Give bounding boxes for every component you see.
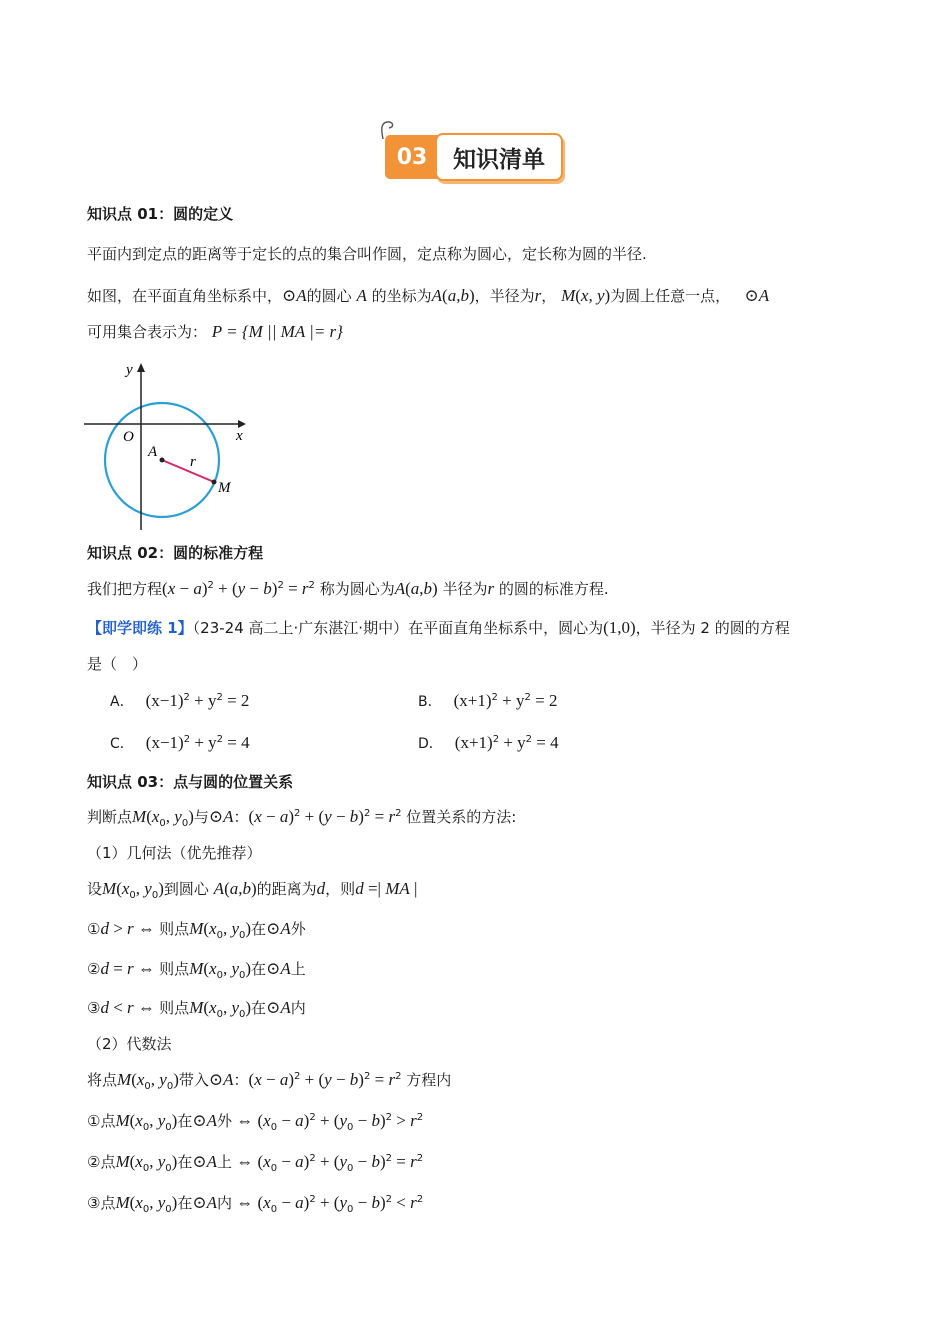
center-label: A	[148, 444, 158, 460]
geometric-setup: 设$M(x_0$, $y_0$)到圆心 A(a,b)的距离为d，则d =| MA |	[87, 879, 418, 901]
method-algebraic: （2）代数法	[87, 1035, 172, 1053]
kp1-definition: 平面内到定点的距离等于定长的点的集合叫作圆，定点称为圆心，定长称为圆的半径.	[87, 245, 647, 263]
geometric-inside: ③d < r ⇔ 则点$M(x_0$, $y_0$)在⊙A内	[87, 998, 306, 1020]
x-arrow-icon	[238, 420, 246, 428]
exercise-question: 【即学即练 1】（23-24 高二上·广东湛江·期中）在平面直角坐标系中，圆心为(1,0)，半径为 2 的圆的方程	[87, 618, 790, 637]
kp1-para: 如图，在平面直角坐标系中，⊙A的圆心 A 的坐标为A(a,b)，半径为r， M(x, y)为圆上任意一点， ⊙A	[87, 286, 770, 305]
section-number: 03	[385, 135, 439, 179]
kp3-judge: 判断点$M(x_0$, $y_0$)与⊙A：$(x - a)^2 + (y - b)^2 = r^2$ 位置关系的方法:	[87, 807, 517, 829]
y-arrow-icon	[137, 363, 145, 372]
circle-figure	[84, 360, 264, 535]
y-label: y	[126, 362, 133, 378]
kp1-set: 可用集合表示为： P = {M || MA |= r}	[87, 322, 343, 341]
option-c[interactable]: C． $(x-1)^2 + y^2 = 4$	[110, 733, 250, 752]
x-label: x	[236, 428, 243, 444]
algebraic-setup: 将点$M(x_0$, $y_0$)带入⊙A：$(x - a)^2 + (y - b)^2 = r^2$ 方程内	[87, 1070, 452, 1092]
radius-line	[162, 460, 214, 482]
center-point	[160, 458, 165, 463]
kp2-heading: 知识点 02：圆的标准方程	[87, 544, 264, 562]
algebraic-inside: ③点$M(x_0$, $y_0$)在⊙A内 ⇔ $(x_0 - a)^2 + (y_0 - b)^2 < r^2$	[87, 1193, 424, 1215]
exercise-question-end: 是（ ）	[87, 655, 148, 673]
algebraic-on: ②点$M(x_0$, $y_0$)在⊙A上 ⇔ $(x_0 - a)^2 + (y_0 - b)^2 = r^2$	[87, 1152, 424, 1174]
algebraic-outside: ①点$M(x_0$, $y_0$)在⊙A外 ⇔ $(x_0 - a)^2 + (y_0 - b)^2 > r^2$	[87, 1111, 424, 1133]
option-b[interactable]: B． $(x+1)^2 + y^2 = 2$	[418, 691, 558, 710]
geometric-outside: ①d > r ⇔ 则点$M(x_0$, $y_0$)在⊙A外	[87, 919, 306, 941]
kp3-heading: 知识点 03：点与圆的位置关系	[87, 773, 294, 791]
point-m	[212, 480, 217, 485]
option-a[interactable]: A． $(x-1)^2 + y^2 = 2$	[110, 691, 250, 710]
origin-label: O	[123, 429, 134, 445]
method-geometric: （1）几何法（优先推荐）	[87, 844, 262, 862]
option-d[interactable]: D． $(x+1)^2 + y^2 = 4$	[418, 733, 559, 752]
exercise-tag: 【即学即练 1】	[87, 619, 193, 637]
radius-label: r	[190, 454, 196, 470]
section-banner	[385, 133, 567, 181]
point-label: M	[218, 480, 231, 496]
geometric-on: ②d = r ⇔ 则点$M(x_0$, $y_0$)在⊙A上	[87, 959, 306, 981]
kp1-heading: 知识点 01：圆的定义	[87, 205, 234, 223]
kp2-standard-equation: 我们把方程$(x - a)^2 + (y - b)^2 = r^2$ 称为圆心为A(a,b) 半径为r 的圆的标准方程.	[87, 579, 609, 598]
section-title: 知识清单	[435, 133, 563, 181]
